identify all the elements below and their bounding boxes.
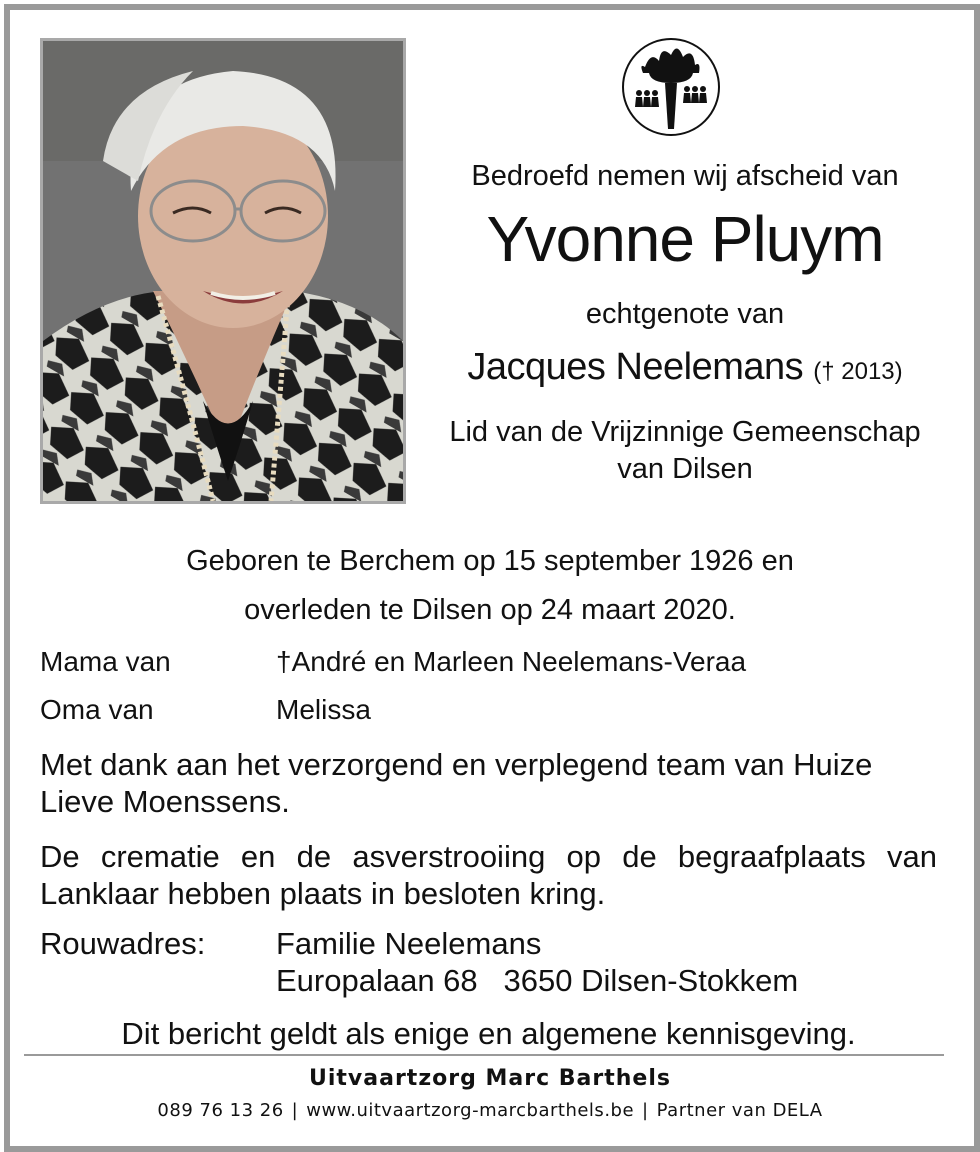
footer-separator: | (642, 1100, 649, 1121)
family-label-mother: Mama van (40, 646, 171, 677)
thanks-text: Met dank aan het verzorgend en verplegend team van Huize Lieve Moenssens. (40, 747, 873, 819)
ceremony-text: De crematie en de asverstrooiing op de begraafplaats van Lanklaar hebben plaats in besloten kring. (40, 839, 937, 911)
membership-text (430, 414, 940, 488)
address-label: Rouwadres: (40, 926, 206, 961)
deceased-name: Yvonne Pluym (486, 203, 884, 275)
footer-separator: | (291, 1100, 299, 1121)
family-label-grandmother: Oma van (40, 694, 154, 725)
spouse-label: echtgenote van (585, 298, 785, 330)
footer-contact (40, 1100, 940, 1121)
torch-emblem-icon (621, 37, 721, 137)
footer-divider (24, 1054, 944, 1056)
membership-line-2: van Dilsen (617, 453, 753, 485)
family-value-grandchildren: Melissa (276, 694, 371, 725)
address-line-1: Familie Neelemans (276, 926, 542, 961)
spouse-name: Jacques Neelemans (467, 346, 804, 388)
died-line: overleden te Dilsen op 24 maart 2020. (244, 594, 736, 626)
intro-text: Bedroefd nemen wij afscheid van (471, 160, 899, 192)
footer-phone: 089 76 13 26 (157, 1100, 284, 1121)
spouse-line (430, 346, 940, 389)
membership-line-1: Lid van de Vrijzinnige Gemeenschap (449, 416, 921, 448)
born-line: Geboren te Berchem op 15 september 1926 en (186, 545, 794, 577)
family-value-children: †André en Marleen Neelemans-Veraa (276, 646, 747, 677)
funeral-home-name: Uitvaartzorg Marc Barthels (309, 1066, 671, 1091)
portrait-photo (40, 38, 406, 504)
footer-partner: Partner van DELA (656, 1100, 823, 1121)
birth-death-text (40, 537, 940, 635)
spouse-death-note: († 2013) (813, 358, 903, 385)
address-line-2: Europalaan 68 3650 Dilsen-Stokkem (276, 963, 799, 998)
footer-website: www.uitvaartzorg-marcbarthels.be (306, 1100, 635, 1121)
notice-text: Dit bericht geldt als enige en algemene kennisgeving. (121, 1016, 856, 1051)
